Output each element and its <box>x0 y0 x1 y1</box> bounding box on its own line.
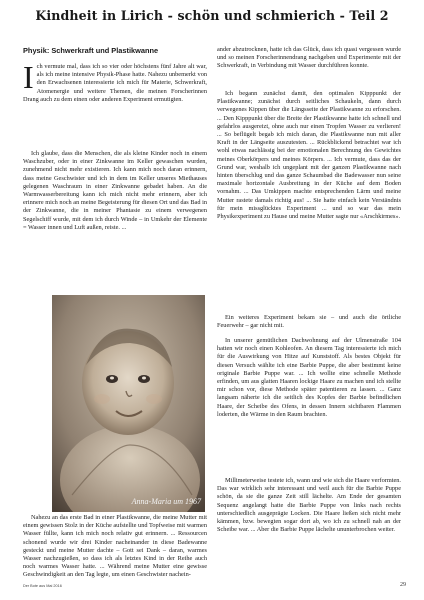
article-title: Kindheit in Lirich - schön und schmierich - Teil 2 <box>35 8 389 23</box>
page-number: 29 <box>400 582 406 588</box>
left-paragraph-1 <box>23 59 207 104</box>
right-paragraph-4: In unserer gemütlichen Dachwohnung auf der Ulmenstraße 104 hatten wir noch einen Kohleofen. An diesem Tag interessierte ich mich für die Auswirkung von Hitze auf Kunststoff. Als bestes Objekt für diesen Versuch wählte ich eine Barbie Puppe, die aber bestimmt keine originale Barbie Puppe war. ... Ich wollte eine schnelle Methode erfinden, um aus glatten Haaren lockige Haare zu machen und ich stellte mir schon vor, diese Methode später patentieren zu lassen. ... Ganz langsam näherte ich die seitlich des Kopfes der Barbie befindlichen Haare, der Scheibe des Ofens, in dessen Innern sichtbaren Flammen loderten, die Wärme in den Raum brachten. <box>217 337 401 418</box>
right-paragraph-1: ander abzutrocknen, hatte ich das Glück, dass ich quasi vergessen wurde und so meinen Forscherinnendrang nachgeben und Experimente mit der Schwerkraft, in Verbindung mit Wasser durchführen konnte. <box>217 46 401 70</box>
left-paragraph-3: Nahezu an das erste Bad in einer Plastikwanne, die meine Mutter mit einem gewissen Stolz in der Küche aufstellte und Topfweise mit warmen Wasser füllte, kann ich mich noch relativ gut erinnern. ... Ressourcen schonend wurde wir drei Kinder nacheinander in diese Badewanne gesteckt und meine Mutter dachte – Gott sei Dank – daran, warmes Wasser nachzugießen, so dass ich als letztes Kind in der Reihe auch noch warmes Wasser hatte. ... Während meine Mutter eine gewisse Geschwindigkeit an den Tag legte, um einen Geschwister nachein- <box>23 514 207 579</box>
drop-cap: I <box>23 59 34 95</box>
right-paragraph-3: Ein weiteres Experiment bekam sie – und auch die örtliche Feuerwehr – gar nicht mit. <box>217 314 401 330</box>
right-paragraph-2: Ich begann zunächst damit, den optimalen Kipppunkt der Plastikwanne; zunächst durch seitliches Schaukeln, dann durch verwegenes Kippen über die Längsseite der Plastikwanne zu erforschen. ... Den Kipppunkt über die Breite der Plastikwanne hatte ich schnell und gefahrlos ausgereizt, ohne auch nur einen Tropfen Wasser zu verlieren! ... So beflügelt begab ich mich daran, die Plastikwanne nun mit aller Kraft in der Längseite auszutesten. ... Rückblickend betrachtet war ich wohl etwas nachlässig bei der emotionalen Berechnung des Gewichtes meines Oberkörpers und meines Körpers. ... Ich vermute, dass das der Grund war, weshalb ich ungeplant mit der ganzen Plastikwanne nach hinten überschlug und das ganze Schaumbad die Badewasser nun seine maximale horizontale Ausbreitung in der Küche auf dem Boden vornahm. ... Das Umkippen machte entsprechenden Lärm und meine Mutter rastete damals richtig aus! ... Sie hatte einfach kein Verständnis für mein missglücktes Experiment ... und so war das mein Physikexperiment zu Hause und meine Mutter sagte nur «Arschkirmes». <box>217 90 401 221</box>
childhood-photo <box>52 295 205 512</box>
left-paragraph-1-text: ch vermute mal, dass ich so vier oder höchstens fünf Jahre alt war, als ich meine intensive Physik-Phase hatte. Nahezu unbemerkt von den Erwachsenen interessierte ich mich für Materie, Schwerkraft, Atomenergie und weitere Themen, die meinen Forscherinnen Drang auch zu dem einen oder anderen Experiment ermutigten. <box>23 63 207 103</box>
right-paragraph-5: Millimeterweise testete ich, wann und wie sich die Haare verformten. Das war wirklich sehr interessant und weil auch für die Barbie Puppe schön, da sie die ganze Zeit still lächelte. Am Ende der gesamten Sequenz angelangt hatte die Barbie Puppe von links nach rechts unterschiedlich ausgeprägte Locken. Die Haare ließen sich nicht mehr kämmen, bzw. bewegten sogar dort ab, wo ich zu schnell nah an der Scheibe war. ... Aber die Barbie Puppe lächelte ununterbrochen weiter. <box>217 477 401 534</box>
article-subtitle: Physik: Schwerkraft und Plastikwanne <box>23 46 159 55</box>
footer-publication: Der Bote aus Mai 2016 <box>23 584 62 588</box>
left-paragraph-2: Ich glaube, dass die Menschen, die als kleine Kinder noch in einem Waschzuber, oder in einer Zinkwanne im Keller gewaschen wurden, zunehmend nicht mehr existieren. Ich kann mich noch daran erinnern, dass meine Geschwister und ich in dem im Keller unseres Miethauses gelegenen Waschraum in einer Zinkwanne gebadet haben. An die Warmwasserbereitung kann ich mich nicht mehr erinnern, aber ich erinnere mich noch an meine Begeisterung für diesen Ort und das Bad in der Zinkwanne, die in meiner Phantasie zu einem verwegenen Segelschiff wurde, mit dem ich durch Winde – in Umkehr der Elemente = Wasser innen und Luft außen, reiste. ... <box>23 150 207 231</box>
baby-photo-illustration <box>52 295 205 512</box>
photo-caption: Anna-Maria um 1967 <box>131 497 201 506</box>
